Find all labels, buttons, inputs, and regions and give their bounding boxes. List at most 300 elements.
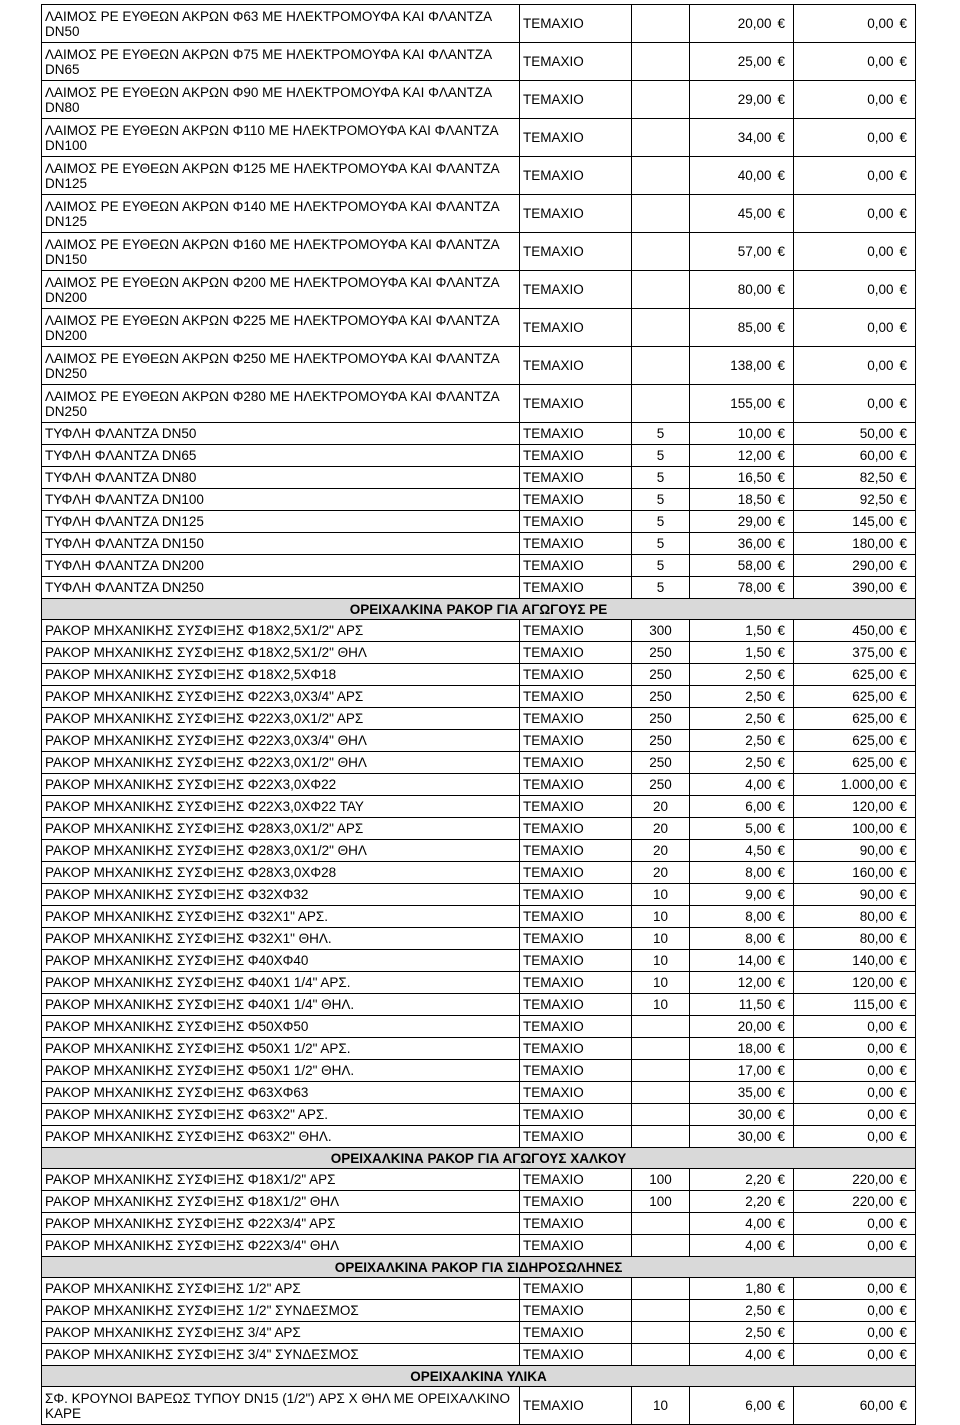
item-quantity — [632, 1060, 690, 1082]
euro-symbol: € — [899, 1238, 907, 1253]
item-unit-price — [690, 467, 794, 489]
item-unit-price-value: 80,00 — [737, 282, 772, 297]
euro-symbol: € — [777, 536, 785, 551]
item-description: ΡΑΚΟΡ ΜΗΧΑΝΙΚΗΣ ΣΥΣΦΙΞΗΣ Φ40Χ1 1/4" ΘΗΛ. — [42, 994, 520, 1016]
item-quantity: 250 — [632, 752, 690, 774]
table-row — [42, 686, 916, 708]
euro-symbol: € — [899, 244, 907, 259]
section-header-row — [42, 1148, 916, 1169]
item-description: ΛΑΙΜΟΣ ΡΕ ΕΥΘΕΩΝ ΑΚΡΩΝ Φ63 ΜΕ ΗΛΕΚΤΡΟΜΟΥΦΑ ΚΑΙ ΦΛΑΝΤΖΑ DN50 — [42, 5, 520, 43]
item-description: ΤΥΦΛΗ ΦΛΑΝΤΖΑ DN125 — [42, 511, 520, 533]
item-unit-price — [690, 862, 794, 884]
table-row — [42, 489, 916, 511]
table-row — [42, 1169, 916, 1191]
item-quantity: 5 — [632, 423, 690, 445]
item-unit: ΤΕΜΑΧΙΟ — [520, 43, 632, 81]
item-quantity: 10 — [632, 928, 690, 950]
item-total-value: 450,00 — [852, 623, 894, 638]
item-description: ΡΑΚΟΡ ΜΗΧΑΝΙΚΗΣ ΣΥΣΦΙΞΗΣ Φ50Χ1 1/2" ΑΡΣ. — [42, 1038, 520, 1060]
euro-symbol: € — [777, 244, 785, 259]
euro-symbol: € — [899, 645, 907, 660]
item-total-value: 220,00 — [852, 1194, 894, 1209]
table-row — [42, 1278, 916, 1300]
euro-symbol: € — [899, 92, 907, 107]
item-unit-price-value: 2,50 — [745, 667, 772, 682]
item-total-value: 120,00 — [852, 975, 894, 990]
item-total-value: 0,00 — [867, 92, 894, 107]
euro-symbol: € — [777, 689, 785, 704]
table-row — [42, 271, 916, 309]
item-description: ΛΑΙΜΟΣ ΡΕ ΕΥΘΕΩΝ ΑΚΡΩΝ Φ140 ΜΕ ΗΛΕΚΤΡΟΜΟΥΦΑ ΚΑΙ ΦΛΑΝΤΖΑ DN125 — [42, 195, 520, 233]
euro-symbol: € — [777, 1216, 785, 1231]
euro-symbol: € — [777, 931, 785, 946]
item-quantity: 5 — [632, 489, 690, 511]
item-unit: ΤΕΜΑΧΙΟ — [520, 445, 632, 467]
item-unit-price — [690, 972, 794, 994]
item-quantity — [632, 347, 690, 385]
euro-symbol: € — [899, 1281, 907, 1296]
item-total-value: 0,00 — [867, 1107, 894, 1122]
item-unit-price-value: 2,20 — [745, 1194, 772, 1209]
item-description: ΡΑΚΟΡ ΜΗΧΑΝΙΚΗΣ ΣΥΣΦΙΞΗΣ Φ63Χ2" ΘΗΛ. — [42, 1126, 520, 1148]
item-quantity: 100 — [632, 1191, 690, 1213]
item-total-value: 625,00 — [852, 733, 894, 748]
item-unit: ΤΕΜΑΧΙΟ — [520, 1213, 632, 1235]
euro-symbol: € — [777, 755, 785, 770]
item-total — [794, 730, 916, 752]
item-total — [794, 796, 916, 818]
item-unit-price — [690, 1060, 794, 1082]
item-total — [794, 752, 916, 774]
euro-symbol: € — [777, 865, 785, 880]
item-unit: ΤΕΜΑΧΙΟ — [520, 423, 632, 445]
item-unit-price-value: 155,00 — [730, 396, 772, 411]
euro-symbol: € — [777, 887, 785, 902]
item-quantity: 10 — [632, 884, 690, 906]
item-description: ΤΥΦΛΗ ΦΛΑΝΤΖΑ DN100 — [42, 489, 520, 511]
item-quantity — [632, 1278, 690, 1300]
item-total — [794, 950, 916, 972]
item-unit-price-value: 8,00 — [745, 865, 772, 880]
item-total-value: 90,00 — [859, 843, 894, 858]
item-total — [794, 577, 916, 599]
item-unit: ΤΕΜΑΧΙΟ — [520, 119, 632, 157]
table-row — [42, 385, 916, 423]
item-total — [794, 5, 916, 43]
item-unit-price — [690, 818, 794, 840]
item-description: ΡΑΚΟΡ ΜΗΧΑΝΙΚΗΣ ΣΥΣΦΙΞΗΣ Φ22Χ3,0Χ3/4" ΑΡΣ — [42, 686, 520, 708]
euro-symbol: € — [777, 470, 785, 485]
item-unit-price — [690, 119, 794, 157]
table-row — [42, 1387, 916, 1425]
euro-symbol: € — [777, 1041, 785, 1056]
table-row — [42, 1235, 916, 1257]
euro-symbol: € — [777, 282, 785, 297]
item-total — [794, 1038, 916, 1060]
table-row — [42, 972, 916, 994]
section-title: ΟΡΕΙΧΑΛΚΙΝΑ ΡΑΚΟΡ ΓΙΑ ΣΙΔΗΡΟΣΩΛΗΝΕΣ — [42, 1257, 916, 1278]
euro-symbol: € — [777, 623, 785, 638]
item-total — [794, 555, 916, 577]
item-total-value: 80,00 — [859, 931, 894, 946]
item-unit-price-value: 17,00 — [737, 1063, 772, 1078]
item-unit: ΤΕΜΑΧΙΟ — [520, 752, 632, 774]
euro-symbol: € — [777, 909, 785, 924]
item-unit-price-value: 14,00 — [737, 953, 772, 968]
table-row — [42, 950, 916, 972]
item-description: ΡΑΚΟΡ ΜΗΧΑΝΙΚΗΣ ΣΥΣΦΙΞΗΣ Φ18Χ2,5Χ1/2" ΑΡΣ — [42, 620, 520, 642]
euro-symbol: € — [777, 711, 785, 726]
table-row — [42, 862, 916, 884]
item-quantity: 250 — [632, 774, 690, 796]
euro-symbol: € — [899, 206, 907, 221]
table-row — [42, 840, 916, 862]
item-unit-price-value: 85,00 — [737, 320, 772, 335]
item-total — [794, 884, 916, 906]
item-total — [794, 818, 916, 840]
item-unit-price-value: 2,20 — [745, 1172, 772, 1187]
table-row — [42, 1082, 916, 1104]
item-unit: ΤΕΜΑΧΙΟ — [520, 577, 632, 599]
item-total — [794, 1060, 916, 1082]
item-description: ΡΑΚΟΡ ΜΗΧΑΝΙΚΗΣ ΣΥΣΦΙΞΗΣ Φ40Χ1 1/4" ΑΡΣ. — [42, 972, 520, 994]
item-unit-price — [690, 1278, 794, 1300]
euro-symbol: € — [777, 206, 785, 221]
item-quantity: 5 — [632, 533, 690, 555]
table-row — [42, 752, 916, 774]
table-row — [42, 928, 916, 950]
item-description: ΛΑΙΜΟΣ ΡΕ ΕΥΘΕΩΝ ΑΚΡΩΝ Φ90 ΜΕ ΗΛΕΚΤΡΟΜΟΥΦΑ ΚΑΙ ΦΛΑΝΤΖΑ DN80 — [42, 81, 520, 119]
item-unit: ΤΕΜΑΧΙΟ — [520, 796, 632, 818]
item-unit-price-value: 35,00 — [737, 1085, 772, 1100]
table-row — [42, 43, 916, 81]
euro-symbol: € — [899, 1085, 907, 1100]
item-total-value: 625,00 — [852, 711, 894, 726]
item-total — [794, 1126, 916, 1148]
item-description: ΛΑΙΜΟΣ ΡΕ ΕΥΘΕΩΝ ΑΚΡΩΝ Φ200 ΜΕ ΗΛΕΚΤΡΟΜΟΥΦΑ ΚΑΙ ΦΛΑΝΤΖΑ DN200 — [42, 271, 520, 309]
item-unit: ΤΕΜΑΧΙΟ — [520, 1082, 632, 1104]
price-list-table — [41, 4, 916, 1425]
item-quantity: 5 — [632, 445, 690, 467]
item-description: ΡΑΚΟΡ ΜΗΧΑΝΙΚΗΣ ΣΥΣΦΙΞΗΣ Φ32ΧΦ32 — [42, 884, 520, 906]
item-unit-price-value: 4,00 — [745, 1347, 772, 1362]
item-unit-price — [690, 906, 794, 928]
item-quantity: 5 — [632, 577, 690, 599]
item-unit: ΤΕΜΑΧΙΟ — [520, 385, 632, 423]
euro-symbol: € — [777, 645, 785, 660]
item-unit-price-value: 1,50 — [745, 645, 772, 660]
euro-symbol: € — [899, 492, 907, 507]
item-quantity — [632, 309, 690, 347]
table-row — [42, 818, 916, 840]
item-description: ΡΑΚΟΡ ΜΗΧΑΝΙΚΗΣ ΣΥΣΦΙΞΗΣ Φ22Χ3,0Χ1/2" ΘΗΛ — [42, 752, 520, 774]
table-row — [42, 1191, 916, 1213]
item-unit: ΤΕΜΑΧΙΟ — [520, 1191, 632, 1213]
item-unit: ΤΕΜΑΧΙΟ — [520, 271, 632, 309]
item-unit-price — [690, 511, 794, 533]
item-description: ΡΑΚΟΡ ΜΗΧΑΝΙΚΗΣ ΣΥΣΦΙΞΗΣ 1/2" ΑΡΣ — [42, 1278, 520, 1300]
item-unit-price-value: 2,50 — [745, 1303, 772, 1318]
item-unit-price-value: 29,00 — [737, 92, 772, 107]
item-unit: ΤΕΜΑΧΙΟ — [520, 686, 632, 708]
item-unit-price-value: 8,00 — [745, 931, 772, 946]
euro-symbol: € — [777, 1107, 785, 1122]
table-row — [42, 577, 916, 599]
table-row — [42, 1016, 916, 1038]
item-unit-price — [690, 1235, 794, 1257]
item-description: ΡΑΚΟΡ ΜΗΧΑΝΙΚΗΣ ΣΥΣΦΙΞΗΣ Φ22Χ3,0Χ1/2" ΑΡΣ — [42, 708, 520, 730]
item-unit-price-value: 4,00 — [745, 1216, 772, 1231]
item-quantity: 10 — [632, 994, 690, 1016]
euro-symbol: € — [899, 514, 907, 529]
item-unit: ΤΕΜΑΧΙΟ — [520, 1016, 632, 1038]
item-unit-price-value: 2,50 — [745, 733, 772, 748]
item-unit-price-value: 12,00 — [737, 975, 772, 990]
euro-symbol: € — [899, 755, 907, 770]
item-quantity — [632, 1322, 690, 1344]
item-unit-price-value: 4,50 — [745, 843, 772, 858]
euro-symbol: € — [777, 92, 785, 107]
item-total-value: 115,00 — [853, 997, 894, 1012]
item-unit: ΤΕΜΑΧΙΟ — [520, 5, 632, 43]
item-total-value: 100,00 — [852, 821, 894, 836]
item-description: ΛΑΙΜΟΣ ΡΕ ΕΥΘΕΩΝ ΑΚΡΩΝ Φ280 ΜΕ ΗΛΕΚΤΡΟΜΟΥΦΑ ΚΑΙ ΦΛΑΝΤΖΑ DN250 — [42, 385, 520, 423]
euro-symbol: € — [899, 799, 907, 814]
item-total — [794, 309, 916, 347]
table-row — [42, 1213, 916, 1235]
item-unit-price-value: 18,00 — [737, 1041, 772, 1056]
item-unit: ΤΕΜΑΧΙΟ — [520, 774, 632, 796]
table-row — [42, 906, 916, 928]
item-total-value: 90,00 — [859, 887, 894, 902]
item-total — [794, 1213, 916, 1235]
item-total-value: 0,00 — [867, 168, 894, 183]
item-quantity — [632, 233, 690, 271]
item-unit-price-value: 45,00 — [737, 206, 772, 221]
euro-symbol: € — [777, 843, 785, 858]
item-total — [794, 1387, 916, 1425]
euro-symbol: € — [777, 799, 785, 814]
item-total — [794, 385, 916, 423]
euro-symbol: € — [899, 320, 907, 335]
table-row — [42, 195, 916, 233]
item-total — [794, 467, 916, 489]
item-unit-price-value: 5,00 — [745, 821, 772, 836]
item-unit-price — [690, 642, 794, 664]
table-row — [42, 157, 916, 195]
item-description: ΤΥΦΛΗ ΦΛΑΝΤΖΑ DN250 — [42, 577, 520, 599]
euro-symbol: € — [777, 396, 785, 411]
item-description: ΡΑΚΟΡ ΜΗΧΑΝΙΚΗΣ ΣΥΣΦΙΞΗΣ 3/4" ΑΡΣ — [42, 1322, 520, 1344]
item-description: ΤΥΦΛΗ ΦΛΑΝΤΖΑ DN80 — [42, 467, 520, 489]
item-unit: ΤΕΜΑΧΙΟ — [520, 950, 632, 972]
item-description: ΡΑΚΟΡ ΜΗΧΑΝΙΚΗΣ ΣΥΣΦΙΞΗΣ Φ18Χ1/2" ΑΡΣ — [42, 1169, 520, 1191]
table-row — [42, 233, 916, 271]
euro-symbol: € — [777, 1172, 785, 1187]
item-unit-price-value: 2,50 — [745, 1325, 772, 1340]
euro-symbol: € — [899, 909, 907, 924]
item-quantity: 10 — [632, 972, 690, 994]
item-unit: ΤΕΜΑΧΙΟ — [520, 555, 632, 577]
euro-symbol: € — [899, 1303, 907, 1318]
item-description: ΡΑΚΟΡ ΜΗΧΑΝΙΚΗΣ ΣΥΣΦΙΞΗΣ Φ50ΧΦ50 — [42, 1016, 520, 1038]
table-row — [42, 620, 916, 642]
item-total-value: 0,00 — [867, 1019, 894, 1034]
item-unit-price — [690, 489, 794, 511]
item-unit-price — [690, 1322, 794, 1344]
euro-symbol: € — [777, 1194, 785, 1209]
item-unit-price — [690, 577, 794, 599]
item-unit-price — [690, 81, 794, 119]
item-unit: ΤΕΜΑΧΙΟ — [520, 1387, 632, 1425]
item-unit-price — [690, 309, 794, 347]
table-row — [42, 555, 916, 577]
item-total — [794, 81, 916, 119]
table-row — [42, 994, 916, 1016]
item-total-value: 0,00 — [867, 1303, 894, 1318]
item-unit: ΤΕΜΑΧΙΟ — [520, 884, 632, 906]
item-description: ΡΑΚΟΡ ΜΗΧΑΝΙΚΗΣ ΣΥΣΦΙΞΗΣ Φ40ΧΦ40 — [42, 950, 520, 972]
item-description: ΡΑΚΟΡ ΜΗΧΑΝΙΚΗΣ ΣΥΣΦΙΞΗΣ Φ28Χ3,0Χ1/2" ΑΡΣ — [42, 818, 520, 840]
item-quantity: 250 — [632, 686, 690, 708]
item-total-value: 220,00 — [852, 1172, 894, 1187]
item-unit: ΤΕΜΑΧΙΟ — [520, 467, 632, 489]
item-unit-price-value: 2,50 — [745, 711, 772, 726]
euro-symbol: € — [777, 1398, 785, 1413]
item-unit-price-value: 16,50 — [737, 470, 772, 485]
euro-symbol: € — [777, 558, 785, 573]
item-unit-price — [690, 385, 794, 423]
item-quantity: 20 — [632, 796, 690, 818]
item-description: ΡΑΚΟΡ ΜΗΧΑΝΙΚΗΣ ΣΥΣΦΙΞΗΣ 1/2" ΣΥΝΔΕΣΜΟΣ — [42, 1300, 520, 1322]
item-total-value: 80,00 — [859, 909, 894, 924]
item-total-value: 0,00 — [867, 16, 894, 31]
item-unit: ΤΕΜΑΧΙΟ — [520, 840, 632, 862]
euro-symbol: € — [777, 1303, 785, 1318]
section-title: ΟΡΕΙΧΑΛΚΙΝΑ ΡΑΚΟΡ ΓΙΑ ΑΓΩΓΟΥΣ ΡΕ — [42, 599, 916, 620]
item-quantity: 20 — [632, 818, 690, 840]
table-row — [42, 730, 916, 752]
table-row — [42, 1060, 916, 1082]
item-unit-price-value: 18,50 — [737, 492, 772, 507]
item-description: ΛΑΙΜΟΣ ΡΕ ΕΥΘΕΩΝ ΑΚΡΩΝ Φ75 ΜΕ ΗΛΕΚΤΡΟΜΟΥΦΑ ΚΑΙ ΦΛΑΝΤΖΑ DN65 — [42, 43, 520, 81]
item-unit: ΤΕΜΑΧΙΟ — [520, 489, 632, 511]
euro-symbol: € — [777, 733, 785, 748]
euro-symbol: € — [777, 426, 785, 441]
item-quantity — [632, 5, 690, 43]
euro-symbol: € — [899, 777, 907, 792]
item-description: ΡΑΚΟΡ ΜΗΧΑΝΙΚΗΣ ΣΥΣΦΙΞΗΣ Φ22Χ3,0Χ3/4" ΘΗΛ — [42, 730, 520, 752]
item-total — [794, 157, 916, 195]
euro-symbol: € — [899, 711, 907, 726]
item-total-value: 50,00 — [859, 426, 894, 441]
euro-symbol: € — [777, 821, 785, 836]
item-unit-price — [690, 928, 794, 950]
item-quantity: 300 — [632, 620, 690, 642]
table-row — [42, 1126, 916, 1148]
item-total — [794, 1169, 916, 1191]
item-quantity: 250 — [632, 642, 690, 664]
table-row — [42, 884, 916, 906]
item-total — [794, 445, 916, 467]
item-quantity — [632, 1038, 690, 1060]
item-total-value: 92,50 — [859, 492, 894, 507]
euro-symbol: € — [899, 168, 907, 183]
item-total-value: 0,00 — [867, 320, 894, 335]
item-unit-price — [690, 1213, 794, 1235]
item-unit-price-value: 6,00 — [745, 799, 772, 814]
euro-symbol: € — [777, 1325, 785, 1340]
item-unit-price — [690, 1016, 794, 1038]
item-total-value: 180,00 — [852, 536, 894, 551]
item-quantity: 10 — [632, 906, 690, 928]
euro-symbol: € — [899, 396, 907, 411]
euro-symbol: € — [899, 1194, 907, 1209]
euro-symbol: € — [899, 1107, 907, 1122]
item-quantity — [632, 1104, 690, 1126]
item-unit-price — [690, 1082, 794, 1104]
euro-symbol: € — [899, 733, 907, 748]
item-description: ΡΑΚΟΡ ΜΗΧΑΝΙΚΗΣ ΣΥΣΦΙΞΗΣ Φ18Χ1/2" ΘΗΛ — [42, 1191, 520, 1213]
item-unit: ΤΕΜΑΧΙΟ — [520, 994, 632, 1016]
item-description: ΡΑΚΟΡ ΜΗΧΑΝΙΚΗΣ ΣΥΣΦΙΞΗΣ Φ22Χ3,0ΧΦ22 — [42, 774, 520, 796]
item-unit: ΤΕΜΑΧΙΟ — [520, 1235, 632, 1257]
item-total-value: 0,00 — [867, 1085, 894, 1100]
item-description: ΤΥΦΛΗ ΦΛΑΝΤΖΑ DN50 — [42, 423, 520, 445]
table-row — [42, 1038, 916, 1060]
item-description: ΡΑΚΟΡ ΜΗΧΑΝΙΚΗΣ ΣΥΣΦΙΞΗΣ Φ18Χ2,5ΧΦ18 — [42, 664, 520, 686]
item-total-value: 290,00 — [852, 558, 894, 573]
item-total — [794, 972, 916, 994]
item-quantity — [632, 1300, 690, 1322]
table-row — [42, 119, 916, 157]
item-quantity — [632, 1082, 690, 1104]
item-total-value: 1.000,00 — [840, 777, 894, 792]
item-total-value: 625,00 — [852, 667, 894, 682]
item-total-value: 0,00 — [867, 358, 894, 373]
item-total-value: 0,00 — [867, 1129, 894, 1144]
item-unit-price — [690, 347, 794, 385]
item-total — [794, 686, 916, 708]
table-row — [42, 81, 916, 119]
item-quantity — [632, 271, 690, 309]
item-total — [794, 271, 916, 309]
item-unit-price — [690, 423, 794, 445]
item-total-value: 375,00 — [852, 645, 894, 660]
item-quantity: 5 — [632, 555, 690, 577]
item-unit-price-value: 57,00 — [737, 244, 772, 259]
item-quantity — [632, 1016, 690, 1038]
item-total — [794, 1322, 916, 1344]
item-unit-price — [690, 708, 794, 730]
item-description: ΤΥΦΛΗ ΦΛΑΝΤΖΑ DN65 — [42, 445, 520, 467]
item-unit: ΤΕΜΑΧΙΟ — [520, 157, 632, 195]
item-quantity: 5 — [632, 511, 690, 533]
item-quantity — [632, 81, 690, 119]
euro-symbol: € — [777, 953, 785, 968]
item-quantity — [632, 119, 690, 157]
euro-symbol: € — [899, 1398, 907, 1413]
item-unit-price-value: 30,00 — [737, 1107, 772, 1122]
euro-symbol: € — [777, 16, 785, 31]
table-row — [42, 664, 916, 686]
euro-symbol: € — [777, 514, 785, 529]
item-unit-price — [690, 1191, 794, 1213]
item-total — [794, 423, 916, 445]
item-total-value: 0,00 — [867, 1325, 894, 1340]
item-total — [794, 1344, 916, 1366]
item-total — [794, 1104, 916, 1126]
